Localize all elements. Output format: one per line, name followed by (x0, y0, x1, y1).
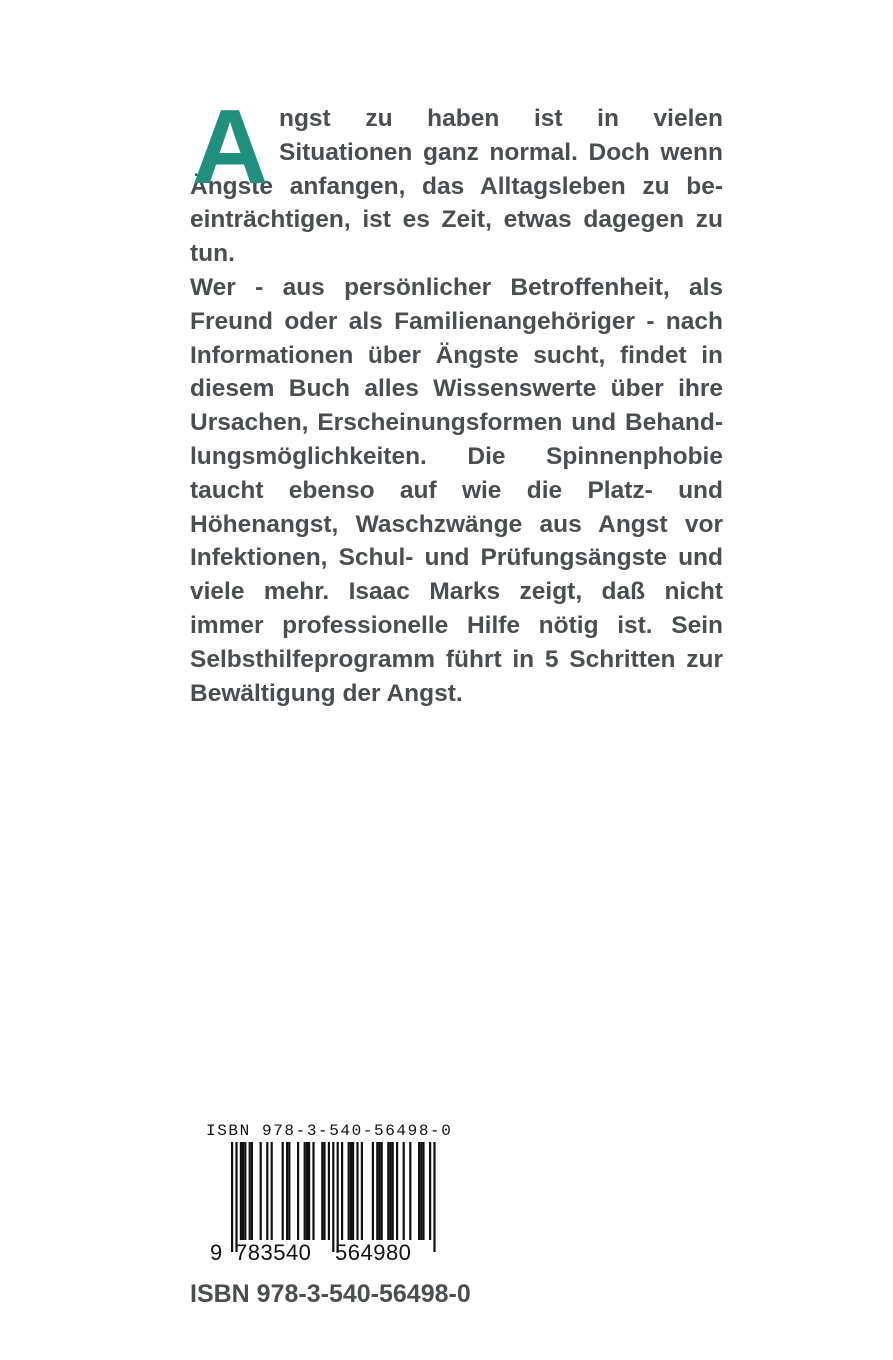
barcode-bar (242, 1142, 244, 1240)
barcode-bar (321, 1142, 323, 1240)
blurb-line: Freund oder als Familienangehöriger - nach (190, 307, 723, 335)
barcode-bar (392, 1142, 394, 1240)
blurb-line: ngst zu haben ist in vielen (279, 105, 723, 132)
barcode-bar (231, 1142, 233, 1252)
barcode-bar (332, 1142, 334, 1252)
barcode-bar (356, 1142, 358, 1240)
barcode-bar (372, 1142, 374, 1240)
barcode-bar (249, 1142, 251, 1240)
barcode-bar (429, 1142, 431, 1240)
barcode-bar (396, 1142, 398, 1240)
barcode-bar (341, 1142, 343, 1240)
blurb-line: Selbsthilfeprogramm führt in 5 Schritten zur (190, 645, 723, 673)
dropcap-letter (190, 104, 270, 184)
barcode-bar (376, 1142, 378, 1240)
isbn-barcode-label: ISBN 978-3-540-56498-0 (206, 1122, 453, 1140)
barcode-bar (361, 1142, 363, 1240)
barcode-bar (266, 1142, 268, 1240)
blurb-line: Wer - aus persönlicher Betroffenheit, als (190, 273, 723, 301)
barcode-bar (304, 1142, 306, 1240)
barcode-bar (409, 1142, 411, 1240)
blurb-line: immer professionelle Hilfe nötig ist. Sein (190, 611, 723, 639)
barcode-bar (286, 1142, 288, 1240)
barcode-bar (260, 1142, 262, 1240)
barcode-bar (282, 1142, 284, 1240)
barcode-bar (312, 1142, 314, 1240)
barcode-bar (244, 1142, 246, 1240)
svg-text:A: A (191, 104, 269, 184)
barcode-bar (308, 1142, 310, 1240)
barcode-bar (323, 1142, 325, 1240)
barcode-bar (348, 1142, 350, 1240)
blurb-line: viele mehr. Isaac Marks zeigt, daß nicht (190, 578, 723, 606)
barcode-bar (378, 1142, 380, 1240)
barcode-bar (337, 1142, 339, 1252)
barcode-bar (420, 1142, 422, 1240)
blurb-line: tun. (190, 240, 235, 268)
barcode-bar (403, 1142, 405, 1240)
barcode-bar (352, 1142, 354, 1240)
blurb-line: lungsmöglichkeiten. Die Spinnenphobie (190, 442, 723, 470)
barcode-bar (387, 1142, 389, 1240)
barcode-bar (418, 1142, 420, 1240)
barcode-bar (422, 1142, 424, 1240)
barcode-bar (288, 1142, 290, 1240)
blurb-line: Bewältigung der Angst. (190, 679, 463, 707)
ean-first-digit: 9 (210, 1240, 223, 1265)
barcode-bar (240, 1142, 242, 1240)
barcode-bar (381, 1142, 383, 1240)
barcode-bar (251, 1142, 253, 1240)
barcode-bar (328, 1142, 330, 1240)
back-cover-blurb (190, 102, 723, 710)
ean-left-digits: 783540 (235, 1240, 312, 1265)
isbn-number: ISBN 978-3-540-56498-0 (190, 1280, 471, 1308)
blurb-line: Informationen über Ängste sucht, findet in (190, 341, 723, 369)
blurb-line: Ursachen, Erscheinungsformen und Behand- (190, 409, 723, 437)
blurb-line: Situationen ganz normal. Doch wenn (279, 138, 723, 166)
barcode-bar (271, 1142, 273, 1240)
blurb-line: Ängste anfangen, das Alltagsleben zu be- (190, 172, 723, 200)
blurb-line: diesem Buch alles Wissenswerte über ihre (190, 375, 723, 403)
barcode-bar (235, 1142, 237, 1252)
ean-right-digits: 564980 (335, 1240, 412, 1265)
blurb-line: einträchtigen, ist es Zeit, etwas dagegen zu (190, 206, 723, 234)
barcode-bar (306, 1142, 308, 1240)
barcode-bar (297, 1142, 299, 1240)
blurb-line: Höhenangst, Waschzwänge aus Angst vor (190, 510, 723, 538)
blurb-text (190, 102, 723, 710)
barcode-bar (433, 1142, 435, 1252)
barcode-bar (389, 1142, 391, 1240)
blurb-line: Infektionen, Schul- und Prüfungsängste und (190, 544, 723, 572)
barcode-bar (350, 1142, 352, 1240)
blurb-line: taucht ebenso auf wie die Platz- und (190, 476, 723, 504)
